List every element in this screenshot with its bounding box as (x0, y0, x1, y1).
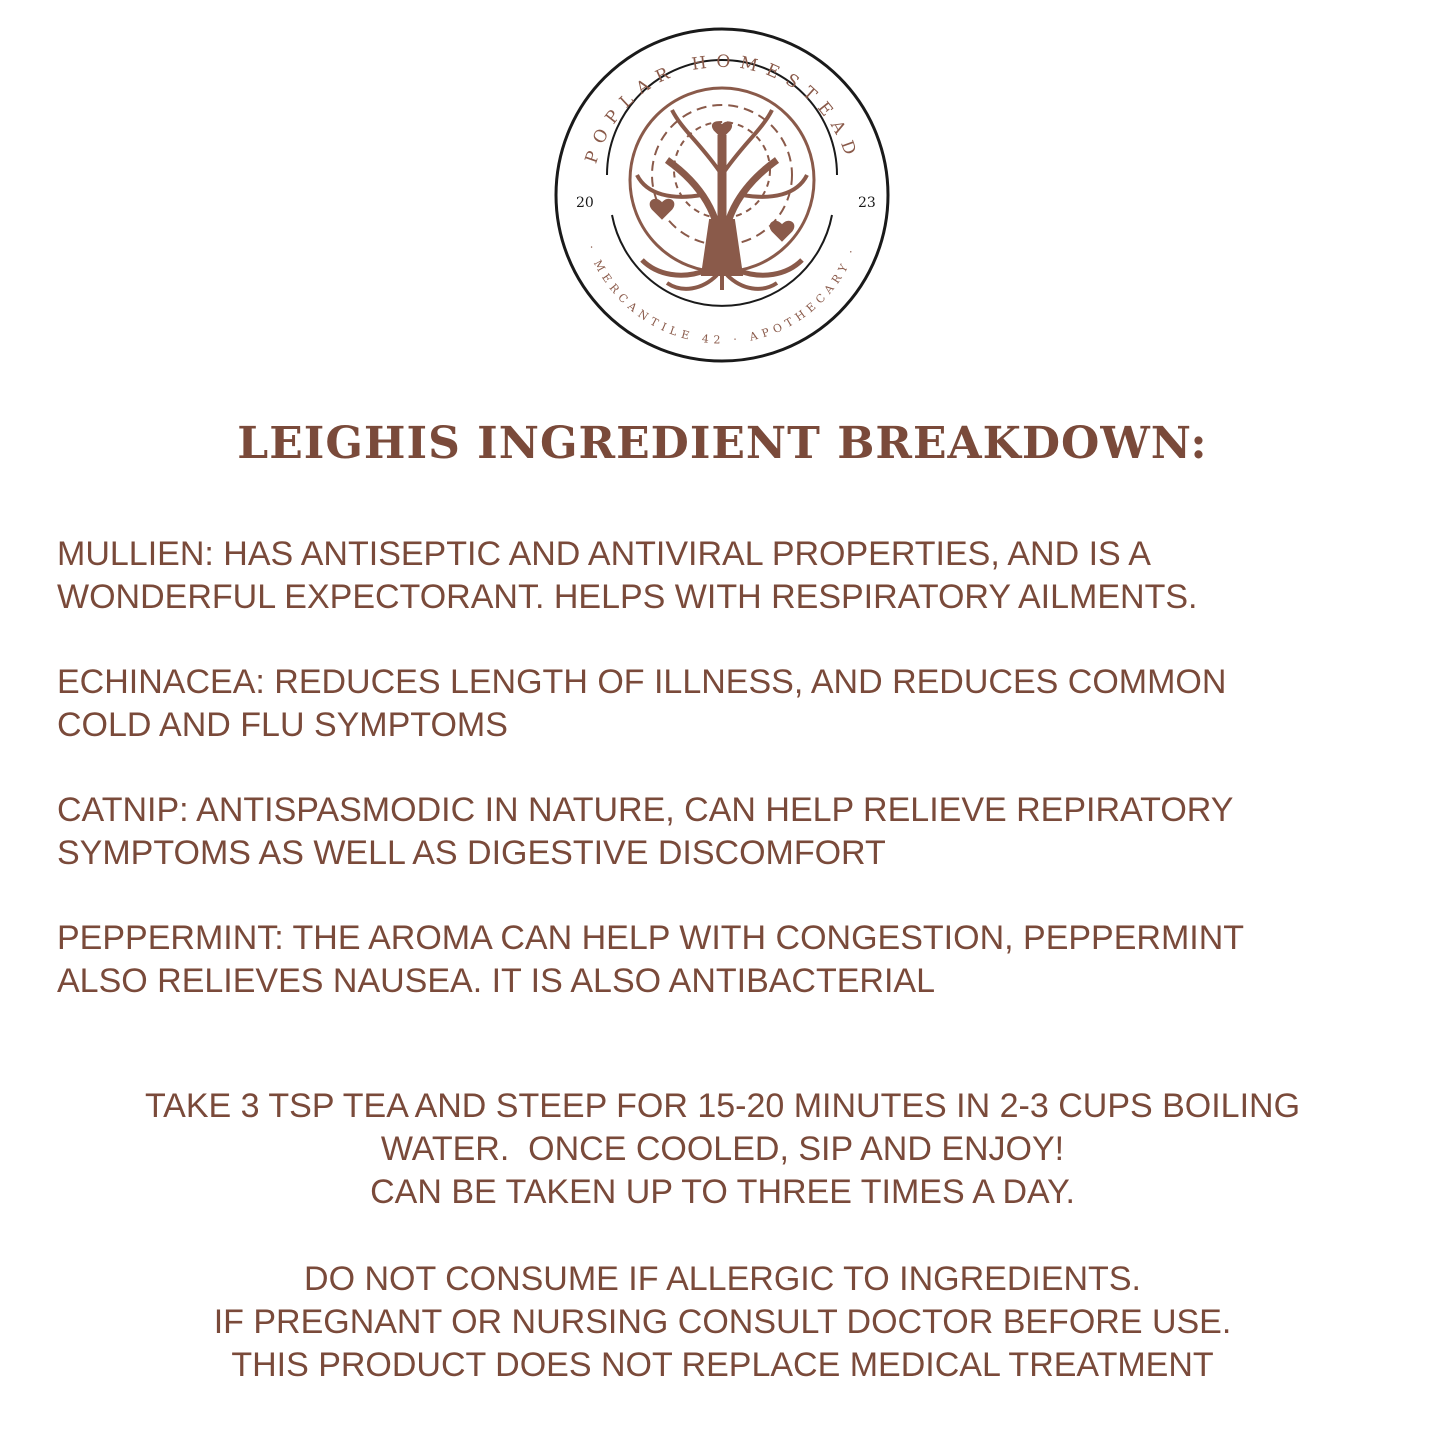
page-title: LEIGHIS INGREDIENT BREAKDOWN: (237, 418, 1208, 469)
ingredient-mullien: MULLIEN: HAS ANTISEPTIC AND ANTIVIRAL PROPERTIES, AND IS A WONDERFUL EXPECTORANT. HELPS WITH RESPIRATORY AILMENTS. (57, 535, 1198, 616)
directions-block (0, 1085, 1445, 1214)
warning-line: THIS PRODUCT DOES NOT REPLACE MEDICAL TREATMENT (231, 1346, 1214, 1384)
warning-line: DO NOT CONSUME IF ALLERGIC TO INGREDIENTS. (304, 1260, 1141, 1298)
poplar-homestead-logo (552, 25, 892, 365)
warnings-block (0, 1258, 1445, 1387)
tree-of-life-icon (630, 88, 814, 290)
logo-year-right: 23 (858, 195, 876, 211)
directions-line: TAKE 3 TSP TEA AND STEEP FOR 15-20 MINUTES IN 2-3 CUPS BOILING (144, 1087, 1301, 1125)
logo-year-left: 20 (576, 195, 594, 211)
logo-bottom-text: · MERCANTILE 42 · APOTHECARY · (584, 243, 860, 347)
ingredient-catnip: CATNIP: ANTISPASMODIC IN NATURE, CAN HELP RELIEVE REPIRATORY SYMPTOMS AS WELL AS DIGESTIVE DISCOMFORT (57, 791, 1234, 872)
logo-top-text: POPLAR HOMESTEAD (581, 51, 863, 167)
warning-line: IF PREGNANT OR NURSING CONSULT DOCTOR BEFORE USE. (213, 1303, 1232, 1341)
ingredient-peppermint: PEPPERMINT: THE AROMA CAN HELP WITH CONGESTION, PEPPERMINT ALSO RELIEVES NAUSEA. IT IS ALSO ANTIBACTERIAL (57, 919, 1245, 1000)
directions-line: CAN BE TAKEN UP TO THREE TIMES A DAY. (370, 1173, 1075, 1211)
ingredient-echinacea: ECHINACEA: REDUCES LENGTH OF ILLNESS, AND REDUCES COMMON COLD AND FLU SYMPTOMS (57, 663, 1227, 744)
directions-line: WATER. ONCE COOLED, SIP AND ENJOY! (380, 1130, 1065, 1168)
